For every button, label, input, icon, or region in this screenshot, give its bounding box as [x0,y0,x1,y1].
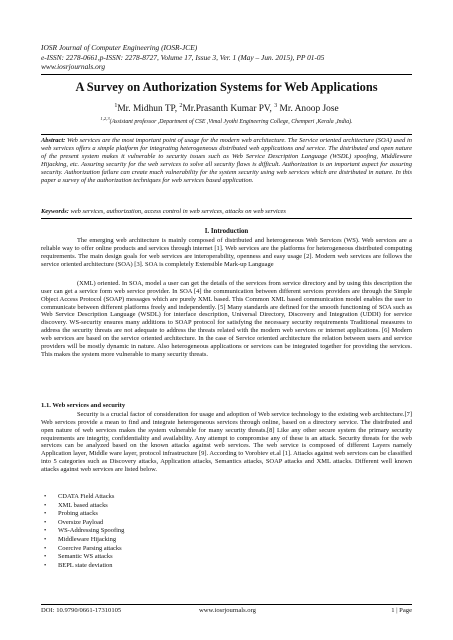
bullet-icon: • [44,535,47,543]
security-paragraph: Security is a crucial factor of consideration for usage and adoption of Web service technology to the existing web architecture.[7] Web services provide a mean to find and integrate heterogeneous services through online, based on a directory service. The distributed and open nature of web services makes the system vulnerable for many security threats.[8] Like any other secure system the primary security requirements are integrity, confidentiality and availability. Any attempt to compromise any of these is an attack. Security threats for the web services can be analyzed based on the known attacks against web services. The web service is composed of different Layers namely Application layer, Middle ware layer, protocol infrastructure [9]. According to Vorobiev et.al [1]. Attacks against web services can be classified into 5 categories such as Discovery attacks, Application attacks, Semantics attacks, SOAP attacks and XML attacks. Different well known attacks against web services are listed below. [41,411,412,473]
keywords-label: Keywords: [41,208,69,215]
list-item-text: CDATA Field Attacks [58,493,115,500]
list-item [41,527,124,536]
list-item-text: Oversize Payload [58,518,104,526]
bullet-icon: • [44,561,47,569]
affiliation-marker: 1,2,3 [100,116,110,121]
list-item-text: Coercive Parsing attacks [58,544,122,552]
author-1-name: Mr. Midhun TP, [117,104,180,115]
list-item [41,519,124,528]
list-item-text: XML based attacks [58,501,108,509]
footer-page-number: 1 | Page [391,607,412,614]
bullet-icon: • [44,544,47,552]
abstract [41,137,412,184]
list-item [41,562,124,571]
keywords-text: web services, authorization, access control in web services, attacks on web services [68,208,286,215]
bullet-icon: • [44,527,47,535]
list-item-text: Middleware Hijacking [58,535,117,543]
abstract-text: Web services are the most important point of usage for the modern web architecture. The Service oriented architecture (SOA) used in web services offers a simple platform for integrating heterogeneous distributed web applications and service. The distributed and open nature of the present system makes it vulnerable to security issues such as Web Service Description Language (WSDL) spoofing, Middleware Hijacking, etc. Assuring security for the web services to solve all security flaws is difficult. Authorization is an important aspect for assuring security. Authorization failure can create much vulnerability for the system security using web services which are distributed in nature. In this paper a survey of the authorization techniques for web services based application. [41,137,412,184]
list-item [41,502,124,511]
list-item [41,545,124,554]
bullet-icon: • [44,510,47,518]
footer-site: www.iosrjournals.org [199,607,256,614]
list-item-text: Semantic WS attacks [58,553,113,561]
journal-name: IOSR Journal of Computer Engineering (IOSR-JCE) [41,43,198,52]
list-item [41,536,124,545]
list-item-text: Probing attacks [58,510,98,518]
paper-title: A Survey on Authorization Systems for Web Applications [75,80,378,94]
bullet-icon: • [44,518,47,526]
journal-site: www.iosrjournals.org [41,62,106,72]
section-heading-introduction: I. Introduction [204,228,249,235]
list-item-text: WS-Addressing Spoofing [58,527,125,535]
abstract-label: Abstract: [41,137,66,144]
list-item [41,493,124,502]
intro-paragraph-1: The emerging web architecture is mainly composed of distributed and heterogeneous Web Services (WS). Web services are a reliable way to offer online products and services through internet [1]. Web services are the platforms for heterogeneous distributed computing requirements. The main design goals for web services are interoperability, openness and easy usage [2]. Modern web services are follows the service oriented architecture (SOA) [3]. SOA is completely Extensible Mark-up Language [41,237,412,268]
journal-issn: e-ISSN: 2278-0661,p-ISSN: 2278-8727, Volume 17, Issue 3, Ver. 1 (May – Jun. 2015), PP 01-05 [41,52,325,62]
list-item [41,553,124,562]
author-1-marker: 1 [114,103,118,109]
journal-header [41,43,324,72]
affiliation-text: (Assistant professor ,Department of CSE ,Vimal Jyothi Engineering College, Chemperi ,Kerala ,India). [109,118,353,125]
author-2-name: Mr.Prasanth Kumar PV, [182,104,275,115]
author-2-marker: 2 [179,103,183,109]
footer-rule [41,604,412,605]
list-item [41,510,124,519]
attack-list [41,493,124,570]
bullet-icon: • [44,493,47,500]
intro-paragraph-2: (XML) oriented. In SOA, model a user can get the details of the services from service directory and by using this description the user can get a service form web service provider. In SOA [4] the communication between different services providers are through the Simple Object Access Protocol (SOAP) messages which are purely XML based. This Common XML based communication model enables the user to communicate between different platforms freely and independently. [5] Many standards are defined for the smooth functioning of SOA such as Web Service Description Language (WSDL) for interface description, Universal Directory, Discovery and Integration (UDDI) for service discovery. WS-security ensures many additions to SOAP protocol for satisfying the necessary security requirements Traditional measures to address the security threats are not adequate to address the threats related with the modern web services or internet applications. [6] Modern web services are based on the service oriented architecture. In the case of Service oriented architecture the relation between users and service providers will be mostly dynamic in nature. Also heterogeneous applications or services can be integrated together for providing the services. This makes the system more vulnerable to many security threats. [41,280,412,358]
bullet-icon: • [44,553,47,561]
author-line [41,100,412,115]
affiliation [41,115,412,126]
header-rule [41,74,412,75]
abstract-rule-top [41,134,412,135]
list-item-text: BEPL state deviation [58,561,113,569]
keywords [41,208,412,216]
footer-doi: DOI: 10.9790/0661-17310105 [41,607,122,614]
subsection-heading-web-services-security: 1.1. Web services and security [41,402,126,409]
bullet-icon: • [44,501,47,509]
abstract-rule-bottom [41,218,412,219]
author-3-marker: 3 [274,103,278,109]
author-3-name: Mr. Anoop Jose [277,104,339,115]
